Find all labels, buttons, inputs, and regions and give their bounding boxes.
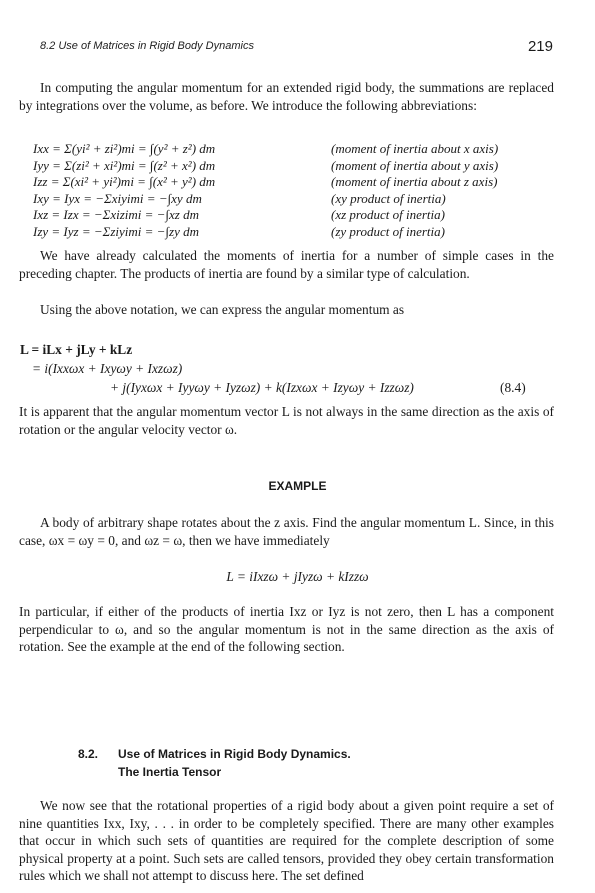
section-title: Use of Matrices in Rigid Body Dynamics. (118, 747, 351, 761)
inertia-row (33, 141, 553, 158)
equation-number: (8.4) (500, 380, 526, 395)
inertia-row (33, 191, 553, 208)
inertia-row (33, 224, 553, 241)
equation-line-2: = i(Ixxωx + Ixyωy + Ixzωz) (32, 361, 183, 376)
paragraph-preceding-chapter: We have already calculated the moments of inertia for a number of simple cases in the preceding chapter. The products of inertia are found by a similar type of calculation. (19, 248, 554, 281)
inertia-row-description: (moment of inertia about y axis) (331, 157, 499, 173)
inertia-row-description: (xz product of inertia) (331, 207, 445, 223)
section-heading (78, 745, 351, 781)
example-heading: EXAMPLE (268, 479, 327, 493)
inertia-row-description: (zy product of inertia) (331, 223, 445, 239)
equation-line-1: L = iLx + jLy + kLz (20, 342, 133, 357)
inertia-row-math: Ixz = Izx = −Σxizimi = −∫xz dm (33, 207, 199, 223)
equation-line-3: + j(Iyxωx + Iyyωy + Iyzωz) + k(Izxωx + Izyωy + Izzωz) (8.4) (110, 380, 526, 395)
inertia-row-description: (moment of inertia about x axis) (331, 141, 499, 156)
section-subtitle: The Inertia Tensor (118, 765, 222, 779)
paragraph-notation: Using the above notation, we can express the angular momentum as (40, 302, 405, 317)
section-number: 8.2. (78, 747, 99, 761)
example-paragraph: A body of arbitrary shape rotates about the z axis. Find the angular momentum L. Since, in this case, ωx = ωy = 0, and ωz = ω, then we have immediately (19, 515, 554, 548)
inertia-definitions (33, 141, 553, 241)
page-number: 219 (527, 38, 553, 55)
inertia-row-description: (moment of inertia about z axis) (331, 174, 498, 190)
inertia-row-math: Ixy = Iyx = −Σxiyimi = −∫xy dm (33, 190, 202, 206)
paragraph-tensors: We now see that the rotational properties of a rigid body about a given point require a set of nine quantities Ixx, Ixy, . . . in order to be completely specified. There are many other examples that occur in which such sets of quantities are required for the complete description of some physical property at a point. Such sets are called tensors, provided they obey certain transformation rules which we shall not attempt to discuss here. The set defined (19, 798, 554, 884)
paragraph-angular-momentum-direction: It is apparent that the angular momentum vector L is not always in the same direction as the axis of rotation or the angular velocity vector ω. (19, 404, 554, 437)
inertia-row (33, 174, 553, 191)
paragraph-perpendicular-component: In particular, if either of the products of inertia Ixz or Iyz is not zero, then L has a component perpendicular to ω, and so the angular momentum is not in the same direction as the axis of rotation. See the example at the end of the following section. (19, 604, 554, 655)
running-head: 8.2 Use of Matrices in Rigid Body Dynamics (40, 40, 254, 52)
inertia-row-math: Izz = Σ(xi² + yi²)mi = ∫(x² + y²) dm (33, 174, 216, 190)
inertia-row-description: (xy product of inertia) (331, 190, 446, 206)
angular-momentum-equation (20, 340, 555, 397)
inertia-row (33, 207, 553, 224)
inertia-row-math: Iyy = Σ(zi² + xi²)mi = ∫(z² + x²) dm (33, 157, 216, 173)
inertia-row (33, 158, 553, 175)
example-equation: L = iIxzω + jIyzω + kIzzω (226, 569, 369, 584)
inertia-row-math: Izy = Iyz = −Σziyimi = −∫zy dm (33, 223, 199, 239)
intro-paragraph: In computing the angular momentum for an extended rigid body, the summations are replaced by integrations over the volume, as before. We introduce the following abbreviations: (19, 80, 554, 113)
inertia-row-math: Ixx = Σ(yi² + zi²)mi = ∫(y² + z²) dm (33, 141, 216, 156)
